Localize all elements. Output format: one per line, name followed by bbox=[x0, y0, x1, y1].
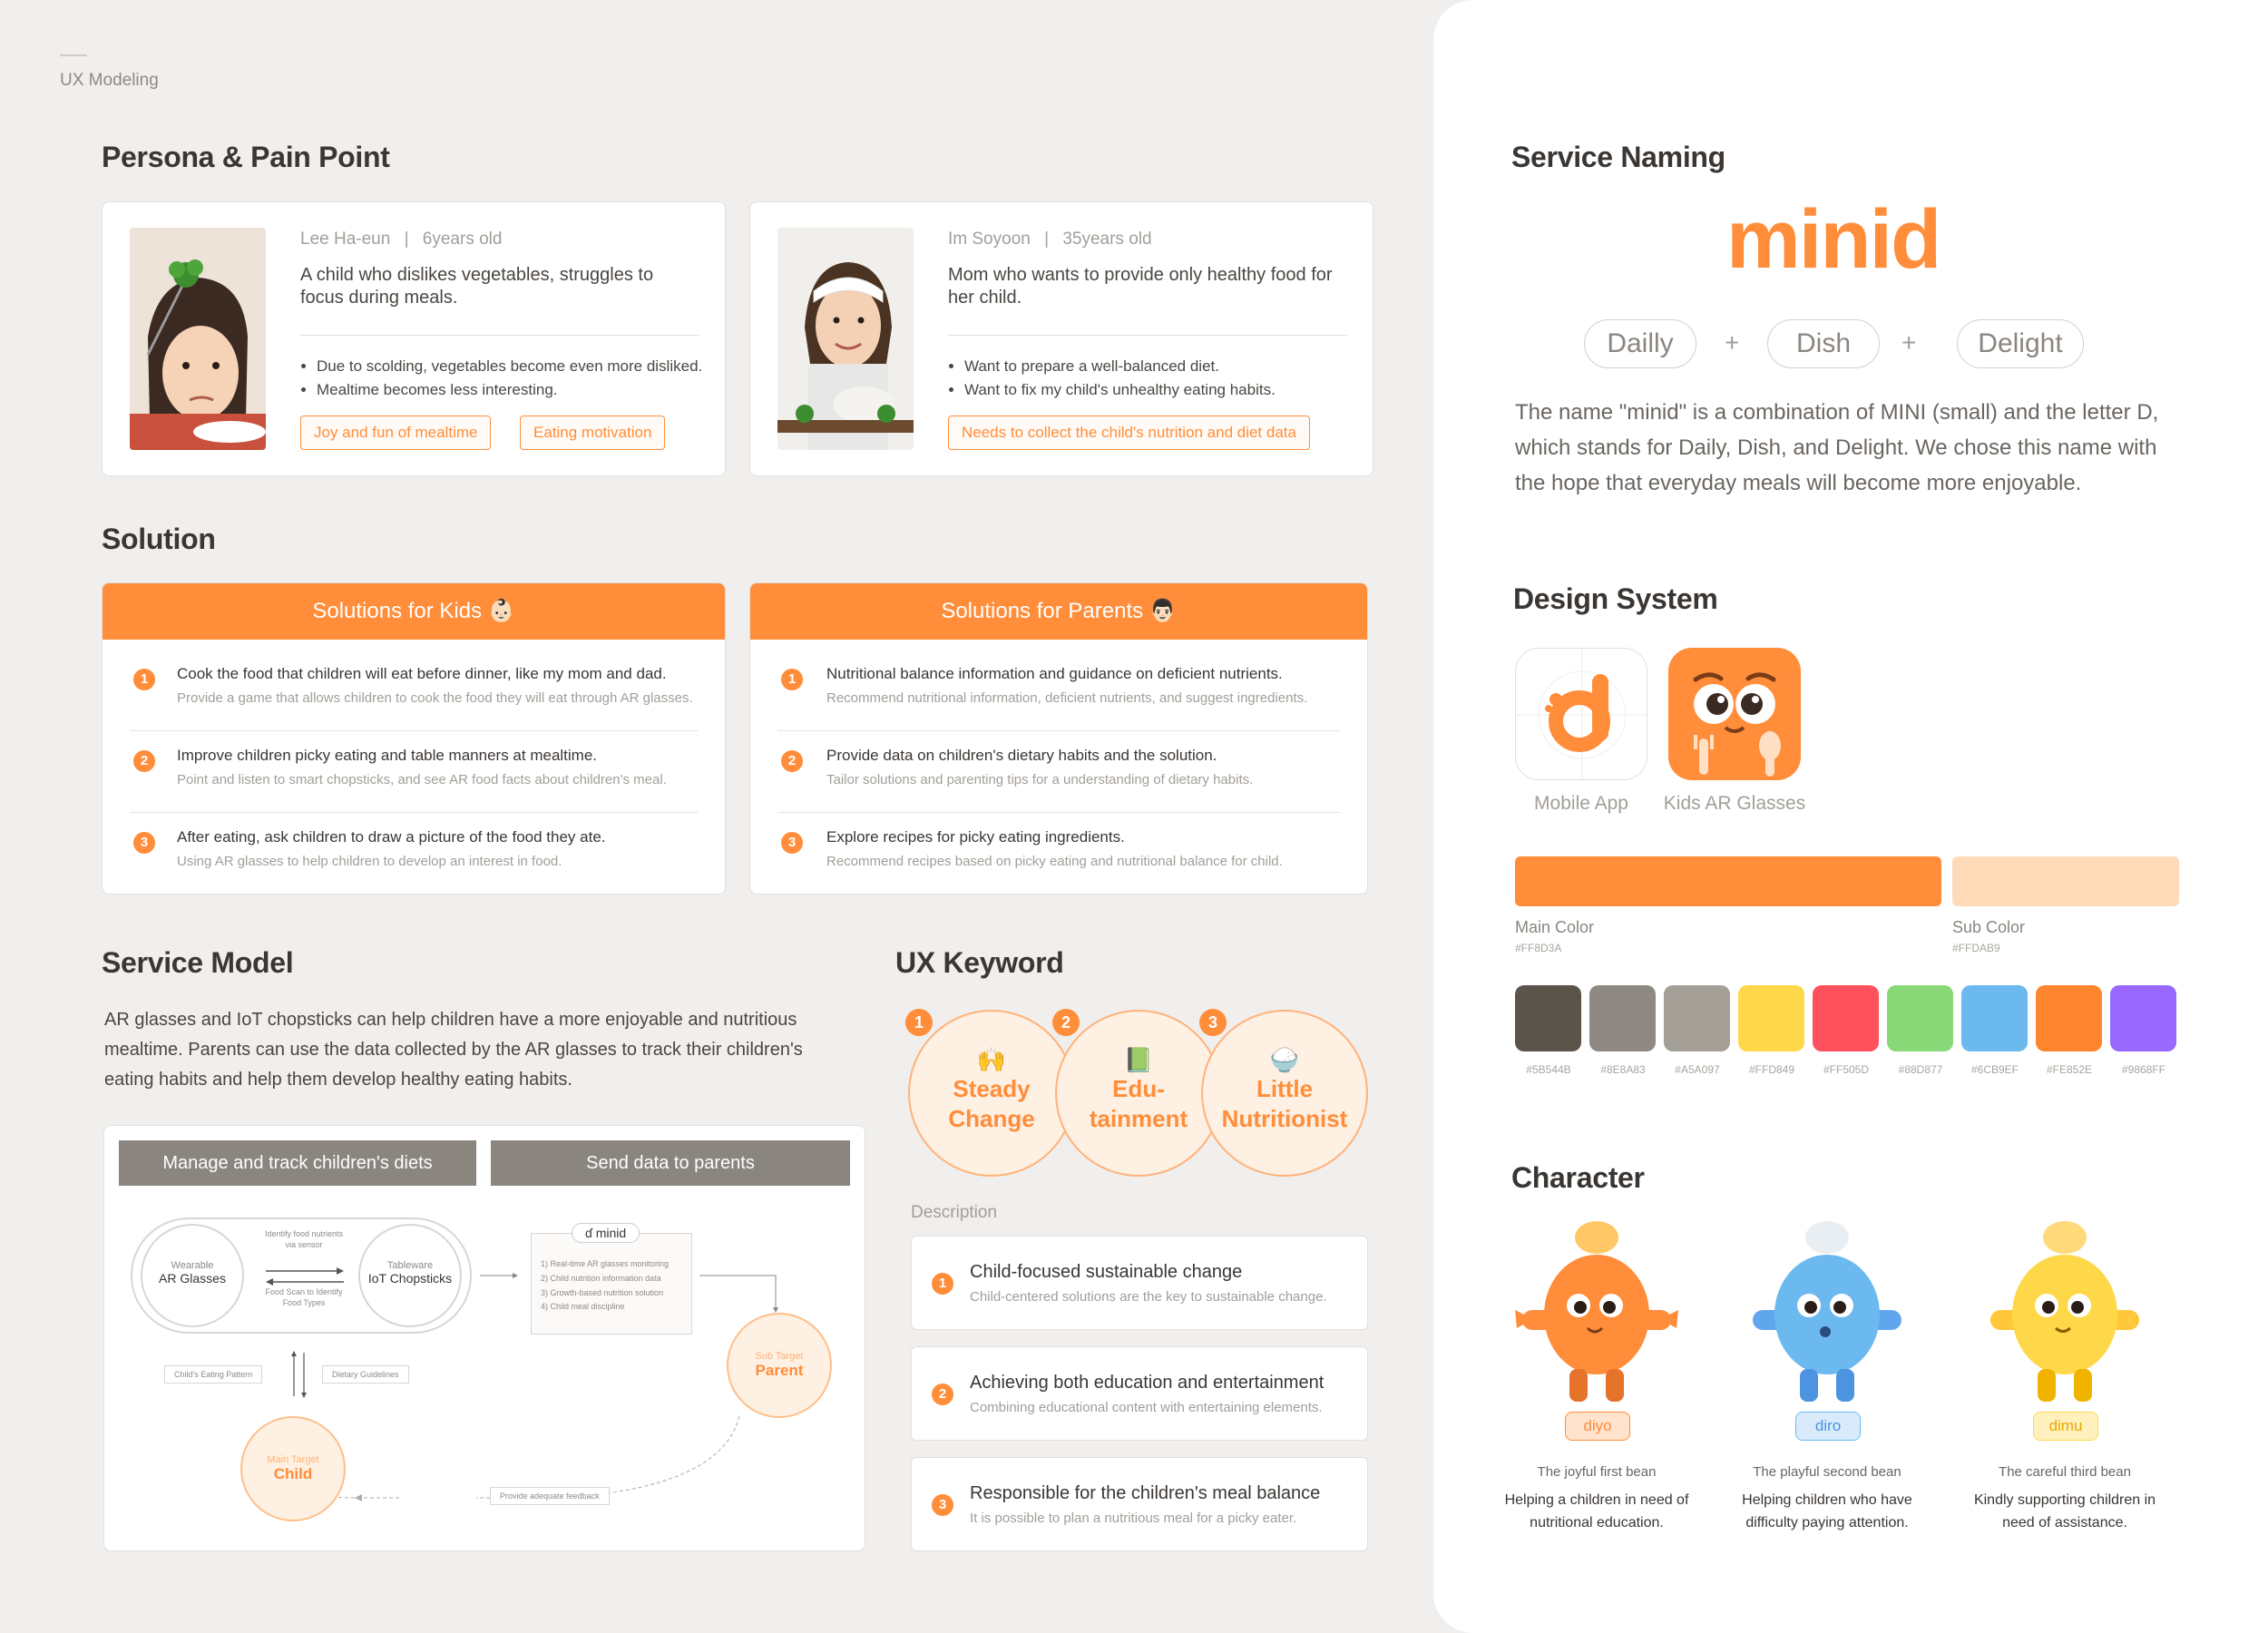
color-swatch bbox=[1589, 985, 1656, 1051]
description-title: Child-focused sustainable change bbox=[970, 1262, 1243, 1282]
keyword-line: Little bbox=[1256, 1075, 1314, 1102]
number-badge: 2 bbox=[133, 750, 155, 772]
persona-desc: A child who dislikes vegetables, struggles to focus during meals. bbox=[300, 265, 654, 308]
keyword-line: tainment bbox=[1089, 1104, 1188, 1132]
solution-item bbox=[103, 803, 725, 885]
sub-color-swatch bbox=[1952, 856, 2179, 906]
divider bbox=[948, 335, 1347, 336]
node-title: Parent bbox=[755, 1362, 804, 1379]
solution-item-sub: Point and listen to smart chopsticks, and see AR food facts about children's meal. bbox=[177, 772, 667, 787]
persona-name: Lee Ha-eun bbox=[300, 230, 391, 249]
pain-point: • Mealtime becomes less interesting. bbox=[317, 378, 716, 402]
mobile-app-icon bbox=[1515, 648, 1647, 780]
character-description: Helping children who have difficulty paying attention. bbox=[1742, 1492, 1912, 1530]
persona-desc: Mom who wants to provide only healthy food for her child. bbox=[948, 265, 1333, 308]
pain-point: • Want to fix my child's unhealthy eating habits. bbox=[964, 378, 1364, 402]
number-badge: 2 bbox=[781, 750, 803, 772]
solution-item-title: Nutritional balance information and guidance on deficient nutrients. bbox=[826, 665, 1283, 682]
character-description: Kindly supporting children in need of assistance. bbox=[1973, 1492, 2156, 1530]
color-swatch-hex: #9868FF bbox=[2121, 1063, 2166, 1076]
app-label: Kids AR Glasses bbox=[1663, 793, 1806, 814]
pain-point: • Due to scolding, vegetables become even more disliked. bbox=[317, 355, 716, 378]
solution-item bbox=[103, 640, 725, 721]
raised-hands-icon: 🙌 bbox=[976, 1046, 1007, 1073]
arrow-label-bottom: Food Scan to Identify Food Types bbox=[265, 1287, 343, 1307]
mom-photo bbox=[777, 228, 914, 450]
solution-item-sub: Recommend recipes based on picky eating and nutritional balance for child. bbox=[826, 854, 1283, 869]
minid-list-item: 1) Real-time AR glasses monitoring bbox=[541, 1259, 670, 1268]
node-category: Main Target bbox=[267, 1454, 319, 1465]
minid-box bbox=[531, 1226, 692, 1335]
node-title: IoT Chopsticks bbox=[367, 1271, 453, 1286]
keyword-line: Steady bbox=[953, 1075, 1031, 1102]
character-name-badge: diro bbox=[1795, 1412, 1861, 1441]
persona-card-mom bbox=[749, 201, 1374, 476]
color-swatch bbox=[1664, 985, 1730, 1051]
keyword-circle bbox=[908, 1010, 1075, 1177]
character-name-badge: diyo bbox=[1565, 1412, 1630, 1441]
description-sub: Combining educational content with entertaining elements. bbox=[970, 1400, 1323, 1415]
number-badge: 3 bbox=[781, 832, 803, 854]
minid-logo: minid bbox=[1726, 193, 1941, 286]
keyword-line: Nutritionist bbox=[1221, 1104, 1348, 1132]
node-title: Child bbox=[273, 1465, 313, 1482]
color-swatch bbox=[1961, 985, 2028, 1051]
node-category: Tableware bbox=[386, 1260, 434, 1271]
minid-list-item: 4) Child meal discipline bbox=[541, 1302, 625, 1312]
ux-keyword-title: UX Keyword bbox=[895, 946, 1064, 979]
minid-tag: ɗ minid bbox=[572, 1223, 640, 1243]
child-photo bbox=[130, 228, 266, 450]
main-color-hex: #FF8D3A bbox=[1515, 942, 1562, 954]
number-badge: 2 bbox=[932, 1384, 953, 1405]
service-model-title: Service Model bbox=[102, 946, 294, 979]
top-rule bbox=[60, 54, 87, 56]
solutions-parents bbox=[749, 582, 1368, 895]
persona-name-line: Lee Ha-eun | 6years old bbox=[300, 230, 503, 249]
character-dimu-image bbox=[1974, 1219, 2156, 1410]
color-swatch-hex: #8E8A83 bbox=[1600, 1063, 1646, 1076]
solution-item-sub: Recommend nutritional information, deficient nutrients, and suggest ingredients. bbox=[826, 690, 1308, 706]
solution-item bbox=[750, 721, 1367, 803]
color-swatch bbox=[1738, 985, 1804, 1051]
page-label: UX Modeling bbox=[60, 71, 159, 90]
need-tag: Eating motivation bbox=[520, 416, 665, 450]
character-subtitle: The playful second bean bbox=[1753, 1464, 1901, 1480]
feedback-label: Provide adequate feedback bbox=[490, 1487, 610, 1505]
solutions-parents-header: Solutions for Parents 👨🏻 bbox=[750, 583, 1367, 640]
number-badge: 1 bbox=[133, 669, 155, 690]
solution-item-sub: Using AR glasses to help children to develop an interest in food. bbox=[177, 854, 562, 869]
pain-point: • Want to prepare a well-balanced diet. bbox=[964, 355, 1364, 378]
pain-points bbox=[317, 355, 716, 403]
character-diro-image bbox=[1736, 1219, 1918, 1410]
service-model-text: AR glasses and IoT chopsticks can help children have a more enjoyable and nutritious mealtime. Parents can use the data collected by the AR glasses to track their children's eating habits and help them develop healthy eating habits. bbox=[104, 1010, 803, 1090]
design-system-title: Design System bbox=[1513, 582, 1718, 615]
naming-pill: Dailly bbox=[1584, 319, 1696, 368]
description-sub: Child-centered solutions are the key to sustainable change. bbox=[970, 1289, 1327, 1305]
service-model-diagram bbox=[103, 1125, 865, 1551]
pain-points bbox=[964, 355, 1364, 403]
book-icon: 📗 bbox=[1123, 1046, 1154, 1073]
persona-age: 6years old bbox=[422, 230, 503, 249]
naming-pill: Dish bbox=[1767, 319, 1880, 368]
dietary-guidelines-label: Dietary Guidelines bbox=[322, 1365, 409, 1384]
plus-sign: + bbox=[1725, 328, 1740, 357]
node-title: AR Glasses bbox=[159, 1271, 226, 1286]
persona-name: Im Soyoon bbox=[948, 230, 1031, 249]
minid-list-item: 2) Child nutrition information data bbox=[541, 1273, 661, 1283]
color-palette bbox=[1515, 985, 2186, 1085]
ar-glasses-icon bbox=[1668, 648, 1801, 780]
minid-list-item: 3) Growth-based nutrition solution bbox=[541, 1287, 664, 1297]
description-card bbox=[911, 1236, 1368, 1330]
character-subtitle: The careful third bean bbox=[1999, 1464, 2131, 1480]
service-naming-title: Service Naming bbox=[1511, 141, 1725, 173]
number-badge: 3 bbox=[932, 1494, 953, 1516]
character-subtitle: The joyful first bean bbox=[1537, 1464, 1657, 1480]
number-badge: 3 bbox=[133, 832, 155, 854]
divider bbox=[300, 335, 699, 336]
description-title: Responsible for the children's meal balance bbox=[970, 1483, 1321, 1503]
iot-chopsticks-node bbox=[358, 1224, 462, 1327]
character-description: Helping a children in need of nutritional education. bbox=[1504, 1492, 1689, 1530]
keyword-circle bbox=[1055, 1010, 1222, 1177]
solution-item-sub: Provide a game that allows children to cook the food they will eat through AR glasses. bbox=[177, 690, 693, 706]
color-swatch-hex: #6CB9EF bbox=[1970, 1063, 2019, 1076]
solutions-kids bbox=[102, 582, 726, 895]
main-color-label: Main Color bbox=[1515, 918, 1595, 936]
parent-node bbox=[727, 1313, 832, 1418]
solution-item-title: Explore recipes for picky eating ingredients. bbox=[826, 828, 1125, 846]
keyword-line: Change bbox=[948, 1104, 1035, 1132]
minid-list bbox=[541, 1257, 669, 1315]
persona-title: Persona & Pain Point bbox=[102, 141, 390, 173]
ar-glasses-node bbox=[141, 1224, 244, 1327]
color-swatch-hex: #5B544B bbox=[1526, 1063, 1571, 1076]
color-swatch bbox=[1515, 985, 1581, 1051]
child-node bbox=[240, 1416, 346, 1521]
need-tag: Joy and fun of mealtime bbox=[300, 416, 491, 450]
right-panel bbox=[1433, 0, 2268, 1633]
color-swatch-hex: #88D877 bbox=[1898, 1063, 1943, 1076]
solution-item bbox=[750, 640, 1367, 721]
naming-pill: Delight bbox=[1957, 319, 2084, 368]
number-badge: 1 bbox=[932, 1273, 953, 1295]
solution-item bbox=[103, 721, 725, 803]
solution-item-title: After eating, ask children to draw a picture of the food they ate. bbox=[177, 828, 606, 846]
manage-diets-label: Manage and track children's diets bbox=[119, 1140, 476, 1186]
color-swatch-hex: #FE852E bbox=[2046, 1063, 2093, 1076]
number-badge: 1 bbox=[905, 1009, 933, 1036]
plus-sign: + bbox=[1901, 328, 1917, 357]
arrow-label-top: Identify food nutrients via sensor bbox=[264, 1229, 344, 1249]
color-swatch-hex: #A5A097 bbox=[1675, 1063, 1720, 1076]
solution-item-sub: Tailor solutions and parenting tips for a understanding of dietary habits. bbox=[826, 772, 1254, 787]
solution-item-title: Provide data on children's dietary habits and the solution. bbox=[826, 747, 1217, 764]
character-diyo-image bbox=[1506, 1219, 1687, 1410]
persona-age: 35years old bbox=[1062, 230, 1152, 249]
send-data-label: Send data to parents bbox=[491, 1140, 850, 1186]
solution-item bbox=[750, 803, 1367, 885]
number-badge: 1 bbox=[781, 669, 803, 690]
node-category: Sub Target bbox=[755, 1351, 804, 1362]
character-name-badge: dimu bbox=[2033, 1412, 2098, 1441]
number-badge: 2 bbox=[1052, 1009, 1080, 1036]
color-swatch bbox=[2036, 985, 2102, 1051]
solution-item-title: Improve children picky eating and table manners at mealtime. bbox=[177, 747, 598, 764]
solution-item-title: Cook the food that children will eat before dinner, like my mom and dad. bbox=[177, 665, 667, 682]
rice-bowl-icon: 🍚 bbox=[1269, 1046, 1300, 1073]
keyword-line: Edu- bbox=[1112, 1075, 1165, 1102]
color-swatch-hex: #FF505D bbox=[1823, 1063, 1870, 1076]
description-label: Description bbox=[911, 1203, 998, 1222]
app-label: Mobile App bbox=[1534, 793, 1628, 814]
description-card bbox=[911, 1346, 1368, 1441]
child-eating-pattern-label: Child's Eating Pattern bbox=[164, 1365, 262, 1384]
minid-tag-label: minid bbox=[595, 1226, 627, 1240]
description-title: Achieving both education and entertainment bbox=[970, 1373, 1325, 1393]
persona-card-child bbox=[102, 201, 726, 476]
persona-name-line: Im Soyoon | 35years old bbox=[948, 230, 1152, 249]
color-swatch-hex: #FFD849 bbox=[1748, 1063, 1795, 1076]
main-color-swatch bbox=[1515, 856, 1941, 906]
description-card bbox=[911, 1457, 1368, 1551]
character-title: Character bbox=[1511, 1161, 1645, 1194]
number-badge: 3 bbox=[1199, 1009, 1227, 1036]
node-category: Wearable bbox=[171, 1260, 214, 1271]
color-swatch bbox=[1813, 985, 1879, 1051]
solution-title: Solution bbox=[102, 523, 216, 555]
sub-color-label: Sub Color bbox=[1952, 918, 2026, 936]
need-tag: Needs to collect the child's nutrition and diet data bbox=[948, 416, 1310, 450]
description-sub: It is possible to plan a nutritious meal for a picky eater. bbox=[970, 1511, 1297, 1526]
color-swatch bbox=[2110, 985, 2176, 1051]
solutions-kids-header: Solutions for Kids 👶🏻 bbox=[103, 583, 725, 640]
keyword-circle bbox=[1201, 1010, 1368, 1177]
color-swatch bbox=[1887, 985, 1953, 1051]
sub-color-hex: #FFDAB9 bbox=[1952, 942, 2000, 954]
naming-description: The name "minid" is a combination of MINI (small) and the letter D, which stands for Daily, Dish, and Delight. We chose this name with the hope that everyday meals will become more enjoyable. bbox=[1515, 400, 2159, 495]
